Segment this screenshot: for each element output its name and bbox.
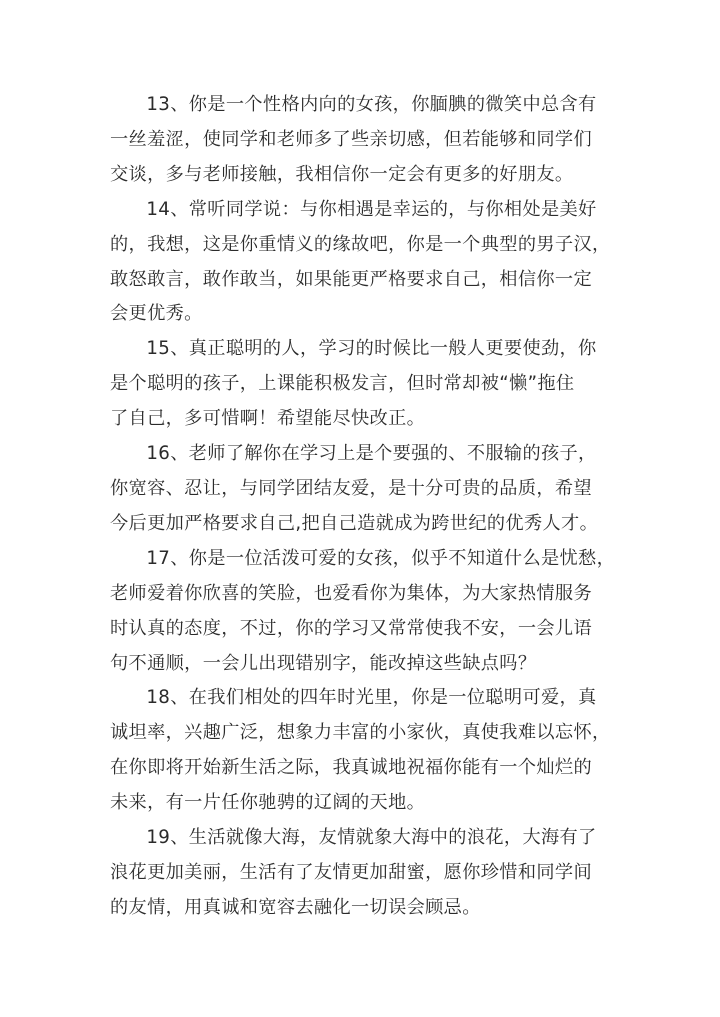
paragraph-line: 老师爱着你欣喜的笑脸，也爱看你为集体，为大家热情服务 (110, 582, 592, 604)
paragraph-line: 16、老师了解你在学习上是个要强的、不服输的孩子， (146, 443, 597, 465)
paragraph-item-16 (110, 437, 620, 542)
paragraph-line: 句不通顺，一会儿出现错别字，能改掉这些缺点吗？ (110, 652, 537, 674)
paragraph-line: 浪花更加美丽，生活有了友情更加甜蜜，愿你珍惜和同学间 (110, 861, 592, 883)
paragraph-item-13 (110, 88, 620, 193)
paragraph-line: 18、在我们相处的四年时光里，你是一位聪明可爱，真 (146, 687, 597, 709)
paragraph-item-18 (110, 681, 620, 821)
paragraph-line: 交谈，多与老师接触，我相信你一定会有更多的好朋友。 (110, 163, 574, 185)
paragraph-item-15 (110, 332, 620, 437)
paragraph-line: 时认真的态度，不过，你的学习又常常使我不安，一会儿语 (110, 617, 592, 639)
paragraph-line: 敢怒敢言，敢作敢当，如果能更严格要求自己，相信你一定 (110, 268, 592, 290)
paragraph-item-19 (110, 821, 620, 926)
paragraph-item-17 (110, 542, 620, 682)
paragraph-line: 未来，有一片任你驰骋的辽阔的天地。 (110, 792, 426, 814)
document-body (110, 88, 620, 926)
paragraph-line: 的，我想，这是你重情义的缘故吧，你是一个典型的男子汉， (110, 233, 611, 255)
paragraph-line: 19、生活就像大海，友情就象大海中的浪花，大海有了 (146, 827, 597, 849)
paragraph-line: 15、真正聪明的人，学习的时候比一般人更要使劲，你 (146, 338, 597, 360)
paragraph-item-14 (110, 193, 620, 333)
paragraph-line: 诚坦率，兴趣广泛，想象力丰富的小家伙，真使我难以忘怀， (110, 722, 611, 744)
paragraph-line: 一丝羞涩，使同学和老师多了些亲切感，但若能够和同学们 (110, 128, 592, 150)
paragraph-line: 在你即将开始新生活之际，我真诚地祝福你能有一个灿烂的 (110, 757, 592, 779)
paragraph-line: 你宽容、忍让，与同学团结友爱，是十分可贵的品质，希望 (110, 477, 592, 499)
paragraph-line: 会更优秀。 (110, 303, 203, 325)
paragraph-line: 13、你是一个性格内向的女孩，你腼腆的微笑中总含有 (146, 94, 597, 115)
paragraph-line: 的友情，用真诚和宽容去融化一切误会顾忌。 (110, 896, 481, 918)
paragraph-line: 17、你是一位活泼可爱的女孩，似乎不知道什么是忧愁， (146, 547, 616, 569)
paragraph-line: 14、常听同学说：与你相遇是幸运的，与你相处是美好 (146, 198, 597, 220)
paragraph-line: 今后更加严格要求自己,把自己造就成为跨世纪的优秀人才。 (110, 512, 599, 534)
paragraph-line: 是个聪明的孩子，上课能积极发言，但时常却被“懒”拖住 (110, 373, 575, 395)
paragraph-line: 了自己，多可惜啊！希望能尽快改正。 (110, 408, 426, 430)
